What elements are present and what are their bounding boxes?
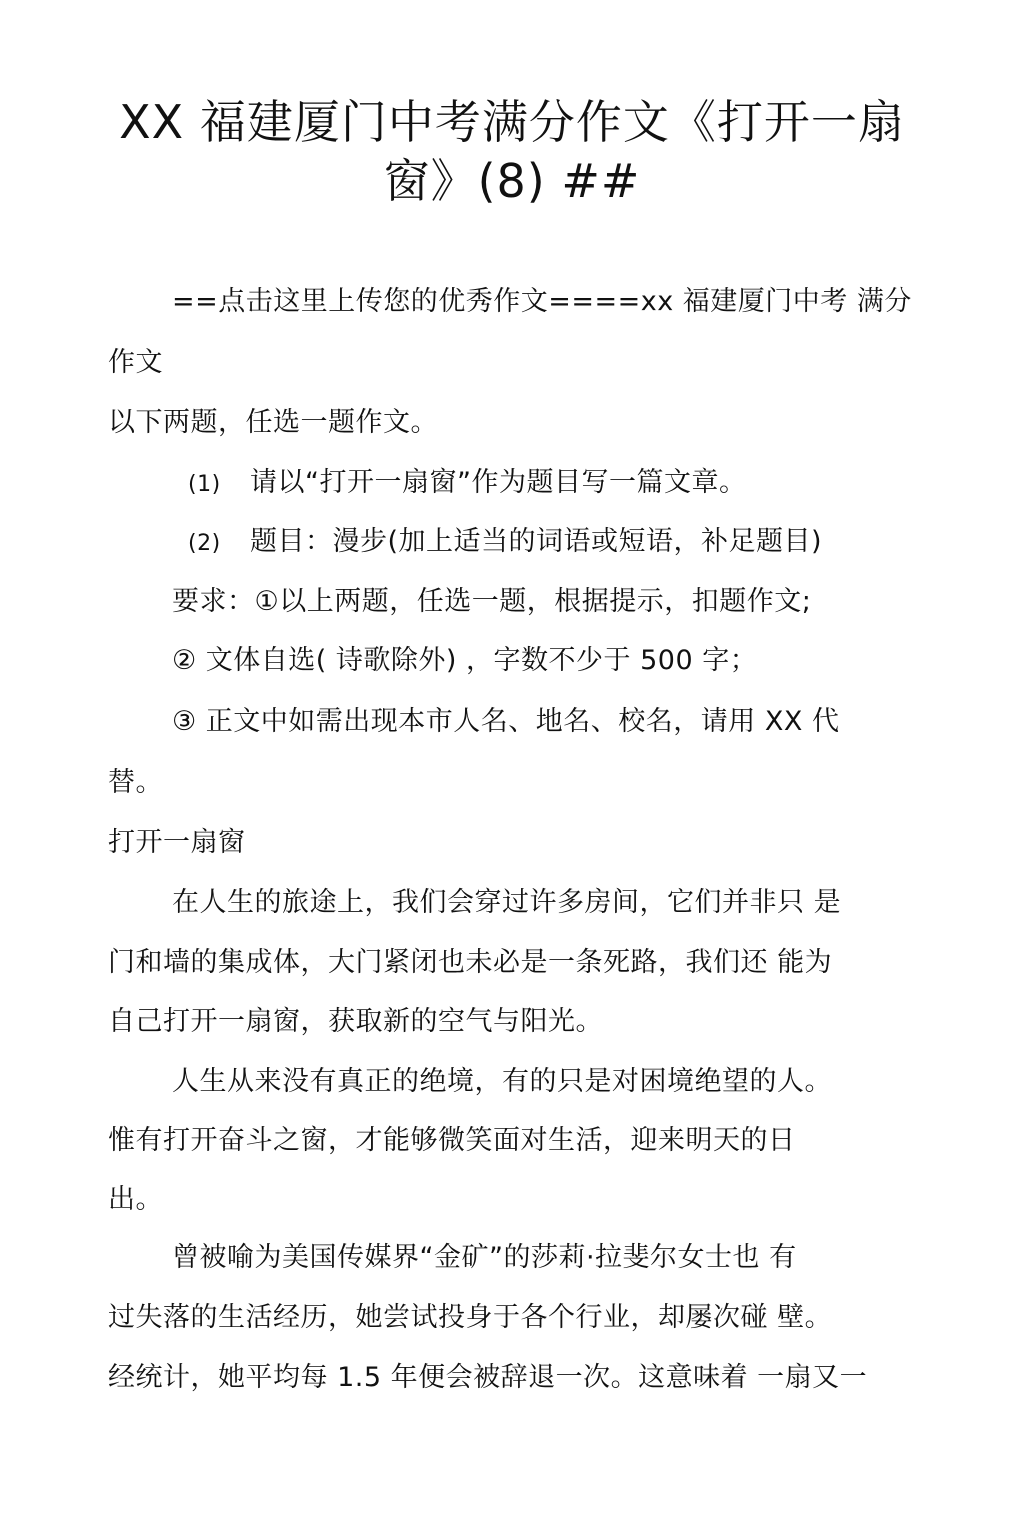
essay-paragraph-3-line-3: 经统计，她平均每 1.5 年便会被辞退一次。这意味着 一扇又一 [108, 1362, 868, 1393]
essay-paragraph-2-line-3: 出。 [108, 1184, 163, 1215]
requirement-3-line-2: 替。 [108, 767, 163, 798]
document-title-line-2: 窗》(8) ## [383, 154, 641, 208]
essay-paragraph-1-line-3: 自己打开一扇窗，获取新的空气与阳光。 [108, 1006, 603, 1037]
essay-paragraph-1-line-2: 门和墙的集成体，大门紧闭也未必是一条死路，我们还 能为 [108, 947, 833, 978]
essay-paragraph-1-line-1: 在人生的旅途上，我们会穿过许多房间，它们并非只 是 [172, 887, 842, 918]
prompt-instruction: 以下两题，任选一题作文。 [108, 407, 438, 438]
intro-line-1: ==点击这里上传您的优秀作文====xx 福建厦门中考 满分 [172, 286, 912, 317]
prompt-option-1 [188, 465, 746, 503]
option-1-text: 请以“打开一扇窗”作为题目写一篇文章。 [250, 467, 747, 498]
essay-heading: 打开一扇窗 [108, 827, 246, 858]
option-1-number: (1) [188, 472, 221, 497]
intro-line-2: 作文 [108, 347, 163, 378]
essay-paragraph-2-line-1: 人生从来没有真正的绝境，有的只是对困境绝望的人。 [172, 1066, 832, 1097]
prompt-option-2 [188, 524, 822, 562]
requirement-1: 要求：①以上两题，任选一题，根据提示，扣题作文; [172, 586, 812, 617]
option-2-number: (2) [188, 531, 221, 556]
requirement-3-line-1: ③ 正文中如需出现本市人名、地名、校名，请用 XX 代 [172, 706, 840, 737]
essay-paragraph-3-line-1: 曾被喻为美国传媒界“金矿”的莎莉·拉斐尔女士也 有 [172, 1242, 797, 1273]
essay-paragraph-3-line-2: 过失落的生活经历，她尝试投身于各个行业，却屡次碰 壁。 [108, 1302, 833, 1333]
essay-paragraph-2-line-2: 惟有打开奋斗之窗，才能够微笑面对生活，迎来明天的日 [108, 1125, 796, 1156]
option-2-text: 题目：漫步(加上适当的词语或短语，补足题目) [250, 526, 823, 557]
requirement-2: ② 文体自选( 诗歌除外) ，字数不少于 500 字； [172, 645, 758, 676]
document-title-line-1: XX 福建厦门中考满分作文《打开一扇 [119, 95, 905, 149]
